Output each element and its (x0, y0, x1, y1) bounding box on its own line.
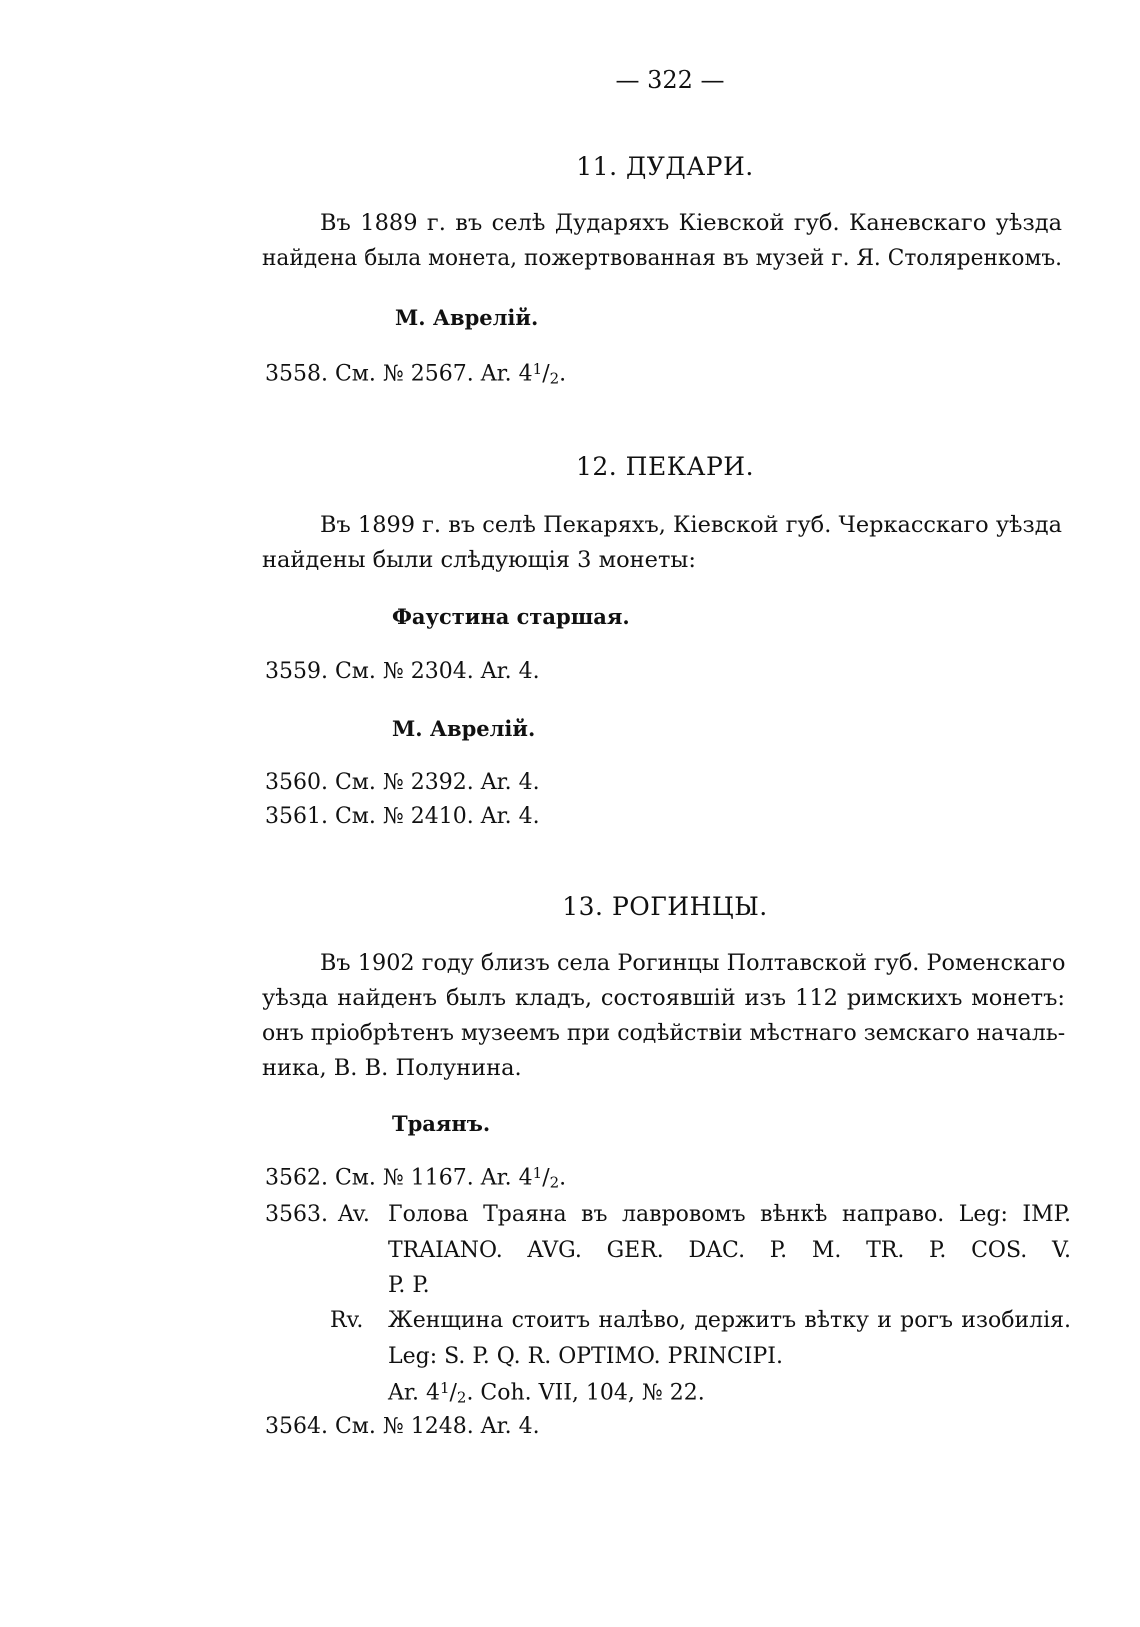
section-heading-rogintsy: 13. РОГИНЦЫ. (562, 892, 768, 921)
entry-text: Ar. 4 (388, 1380, 440, 1406)
catalog-entry-3562: 3562. См. № 1167. Ar. $4^1/2$. (265, 1164, 567, 1192)
obverse-label: Av. (338, 1202, 370, 1227)
section-heading-dudari: 11. ДУДАРИ. (576, 152, 754, 181)
reverse-description: Женщина стоитъ налѣво, держитъ вѣтку и рогъ изобилія. (388, 1308, 1071, 1333)
subheading-emperor: Фаустина старшая. (392, 604, 630, 629)
paragraph-line: Въ 1889 г. въ селѣ Дударяхъ Кіевской губ. Каневскаго уѣзда (320, 210, 1062, 236)
fraction-numerator: 1 (532, 360, 543, 378)
fraction-numerator: 1 (439, 1379, 450, 1397)
reverse-label: Rv. (330, 1308, 364, 1333)
entry-text-tail: . (559, 1165, 567, 1191)
paragraph-line: Въ 1899 г. въ селѣ Пекаряхъ, Кіевской губ. Черкасскаго уѣзда (320, 512, 1062, 538)
catalog-entry-3560: 3560. См. № 2392. Ar. 4. (265, 770, 540, 795)
fraction-denominator: 2 (549, 1173, 560, 1192)
entry-text-tail: . (559, 361, 567, 387)
obverse-legend-end: P. P. (388, 1273, 430, 1298)
entry-text: 3558. См. № 2567. Ar. 4 (265, 361, 533, 387)
entry-text: 3562. См. № 1167. Ar. 4 (265, 1165, 533, 1191)
reverse-legend: Leg: S. P. Q. R. OPTIMO. PRINCIPI. (388, 1344, 783, 1369)
fraction-numerator: 1 (532, 1164, 543, 1182)
page-number: — 322 — (615, 66, 725, 94)
subheading-emperor: Траянъ. (392, 1111, 491, 1136)
paragraph-line: онъ пріобрѣтенъ музеемъ при содѣйствіи мѣстнаго земскаго началь- (262, 1020, 1066, 1046)
fraction-denominator: 2 (549, 369, 560, 388)
catalog-entry-3561: 3561. См. № 2410. Ar. 4. (265, 804, 540, 829)
catalog-entry-3564: 3564. См. № 1248. Ar. 4. (265, 1414, 540, 1439)
catalog-entry-3558: 3558. См. № 2567. Ar. $4^1/2$. (265, 360, 567, 388)
obverse-description: Голова Траяна въ лавровомъ вѣнкѣ направо. Leg: IMP. (388, 1202, 1071, 1227)
catalog-entry-3563-number: 3563. (265, 1202, 328, 1227)
reverse-reference: Ar. $4^1/2$. Coh. VII, 104, № 22. (388, 1379, 705, 1407)
section-heading-pekari: 12. ПЕКАРИ. (575, 452, 755, 481)
fraction-denominator: 2 (456, 1388, 467, 1407)
obverse-legend: TRAIANO. AVG. GER. DAC. P. M. TR. P. COS. V. (388, 1238, 1071, 1263)
paragraph-line: уѣзда найденъ былъ кладъ, состоявшій изъ 112 римскихъ монетъ: (262, 985, 1065, 1011)
subheading-emperor: М. Аврелій. (392, 716, 536, 741)
paragraph-line: найдена была монета, пожертвованная въ музей г. Я. Столяренкомъ. (262, 245, 1062, 271)
paragraph-line: найдены были слѣдующія 3 монеты: (262, 547, 696, 573)
paragraph-line: ника, В. В. Полунина. (262, 1055, 522, 1081)
catalog-entry-3559: 3559. См. № 2304. Ar. 4. (265, 659, 540, 684)
paragraph-line: Въ 1902 году близъ села Рогинцы Полтавской губ. Роменскаго (320, 950, 1066, 976)
subheading-emperor: М. Аврелій. (395, 305, 539, 330)
entry-text-tail: . Coh. VII, 104, № 22. (466, 1380, 705, 1406)
